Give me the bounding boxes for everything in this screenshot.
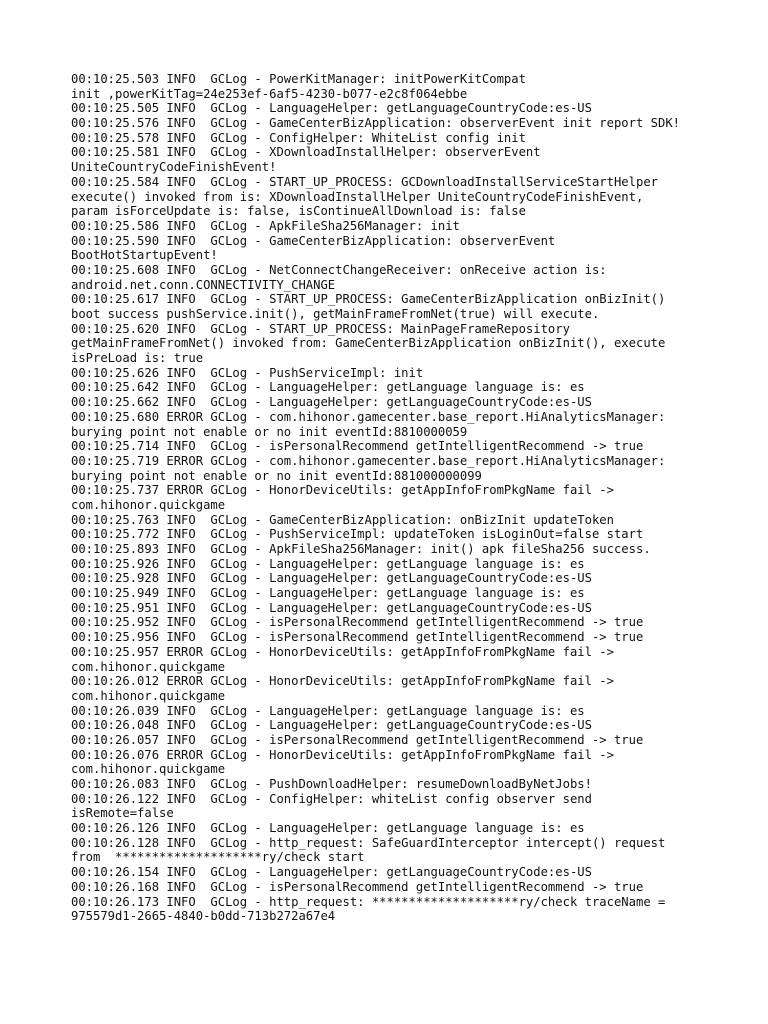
log-line: 00:10:25.584 INFO GCLog - START_UP_PROCESS: GCDownloadInstallServiceStartHelper [71, 174, 658, 189]
log-line: 00:10:26.168 INFO GCLog - isPersonalRecommend getIntelligentRecommend -> true [71, 879, 644, 894]
log-line: 00:10:25.951 INFO GCLog - LanguageHelper: getLanguageCountryCode:es-US [71, 600, 592, 615]
log-line: 00:10:25.957 ERROR GCLog - HonorDeviceUtils: getAppInfoFromPkgName fail -> [71, 644, 614, 659]
log-line: isRemote=false [71, 806, 174, 821]
log-line: com.hihonor.quickgame [71, 659, 226, 674]
log-line: com.hihonor.quickgame [71, 762, 226, 777]
log-line: burying point not enable or no init eventId:8810000059 [71, 424, 468, 439]
log-line: 00:10:25.956 INFO GCLog - isPersonalRecommend getIntelligentRecommend -> true [71, 630, 644, 645]
log-line: 00:10:25.928 INFO GCLog - LanguageHelper: getLanguageCountryCode:es-US [71, 571, 592, 586]
log-line: 00:10:25.608 INFO GCLog - NetConnectChangeReceiver: onReceive action is: [71, 262, 607, 277]
log-line: 00:10:25.590 INFO GCLog - GameCenterBizApplication: observerEvent [71, 233, 556, 248]
log-line: 00:10:26.154 INFO GCLog - LanguageHelper: getLanguageCountryCode:es-US [71, 865, 592, 880]
log-line: 00:10:26.039 INFO GCLog - LanguageHelper: getLanguage language is: es [71, 703, 585, 718]
log-line: 00:10:25.680 ERROR GCLog - com.hihonor.gamecenter.base_report.HiAnalyticsManager: [71, 409, 666, 424]
log-line: 00:10:26.128 INFO GCLog - http_request: SafeGuardInterceptor intercept() request [71, 835, 666, 850]
log-line: 00:10:25.620 INFO GCLog - START_UP_PROCESS: MainPageFrameRepository [71, 321, 570, 336]
log-line: 00:10:25.737 ERROR GCLog - HonorDeviceUtils: getAppInfoFromPkgName fail -> [71, 483, 614, 498]
log-line: UniteCountryCodeFinishEvent! [71, 160, 277, 175]
log-line: 00:10:25.719 ERROR GCLog - com.hihonor.gamecenter.base_report.HiAnalyticsManager: [71, 453, 666, 468]
log-line: param isForceUpdate is: false, isContinueAllDownload is: false [71, 204, 526, 219]
log-line: com.hihonor.quickgame [71, 497, 226, 512]
log-line: 00:10:26.083 INFO GCLog - PushDownloadHelper: resumeDownloadByNetJobs! [71, 777, 592, 791]
log-line: 00:10:26.173 INFO GCLog - http_request: ********************ry/check traceName = [71, 894, 666, 909]
log-line: 00:10:26.076 ERROR GCLog - HonorDeviceUtils: getAppInfoFromPkgName fail -> [71, 747, 614, 762]
log-line: BootHotStartupEvent! [71, 248, 218, 263]
log-text-block [71, 72, 761, 924]
log-line: 00:10:26.012 ERROR GCLog - HonorDeviceUtils: getAppInfoFromPkgName fail -> [71, 674, 614, 689]
log-line: 00:10:25.626 INFO GCLog - PushServiceImpl: init [71, 365, 424, 380]
log-line: 00:10:25.586 INFO GCLog - ApkFileSha256Manager: init [71, 218, 460, 233]
log-line: 00:10:25.893 INFO GCLog - ApkFileSha256Manager: init() apk fileSha256 success. [71, 542, 651, 556]
log-line: 00:10:26.057 INFO GCLog - isPersonalRecommend getIntelligentRecommend -> true [71, 732, 644, 747]
log-line: 00:10:25.926 INFO GCLog - LanguageHelper: getLanguage language is: es [71, 556, 585, 571]
log-line: 00:10:25.576 INFO GCLog - GameCenterBizApplication: observerEvent init report SDK! [71, 116, 681, 131]
log-line: 00:10:25.772 INFO GCLog - PushServiceImpl: updateToken isLoginOut=false start [71, 527, 644, 542]
log-line: 975579d1-2665-4840-b0dd-713b272a67e4 [71, 909, 336, 924]
log-line: from ********************ry/check start [71, 850, 365, 865]
log-line: 00:10:25.662 INFO GCLog - LanguageHelper: getLanguageCountryCode:es-US [71, 395, 592, 410]
log-line: 00:10:25.578 INFO GCLog - ConfigHelper: WhiteList config init [71, 130, 526, 145]
log-line: 00:10:25.581 INFO GCLog - XDownloadInstallHelper: observerEvent [71, 145, 541, 160]
log-line: 00:10:25.952 INFO GCLog - isPersonalRecommend getIntelligentRecommend -> true [71, 615, 644, 630]
log-line: 00:10:25.714 INFO GCLog - isPersonalRecommend getIntelligentRecommend -> true [71, 439, 644, 454]
log-line: getMainFrameFromNet() invoked from: GameCenterBizApplication onBizInit(), execute [71, 336, 666, 351]
log-line: 00:10:25.763 INFO GCLog - GameCenterBizApplication: onBizInit updateToken [71, 512, 614, 527]
log-line: 00:10:26.048 INFO GCLog - LanguageHelper: getLanguageCountryCode:es-US [71, 718, 592, 733]
log-line: 00:10:25.617 INFO GCLog - START_UP_PROCESS: GameCenterBizApplication onBizInit() [71, 292, 666, 307]
log-line: execute() invoked from is: XDownloadInstallHelper UniteCountryCodeFinishEvent, [71, 189, 644, 204]
log-line: 00:10:25.949 INFO GCLog - LanguageHelper: getLanguage language is: es [71, 586, 585, 601]
log-line: 00:10:25.642 INFO GCLog - LanguageHelper: getLanguage language is: es [71, 380, 585, 395]
log-line: android.net.conn.CONNECTIVITY_CHANGE [71, 277, 336, 292]
log-line: burying point not enable or no init eventId:881000000099 [71, 468, 482, 483]
log-line: com.hihonor.quickgame [71, 688, 226, 703]
log-line: isPreLoad is: true [71, 351, 204, 366]
log-line: 00:10:25.503 INFO GCLog - PowerKitManager: initPowerKitCompat [71, 72, 526, 86]
log-line: init ,powerKitTag=24e253ef-6af5-4230-b077-e2c8f064ebbe [71, 86, 468, 101]
log-line: 00:10:26.126 INFO GCLog - LanguageHelper: getLanguage language is: es [71, 821, 585, 836]
log-line: 00:10:26.122 INFO GCLog - ConfigHelper: whiteList config observer send [71, 791, 592, 806]
log-line: boot success pushService.init(), getMainFrameFromNet(true) will execute. [71, 307, 600, 321]
log-line: 00:10:25.505 INFO GCLog - LanguageHelper: getLanguageCountryCode:es-US [71, 101, 592, 116]
